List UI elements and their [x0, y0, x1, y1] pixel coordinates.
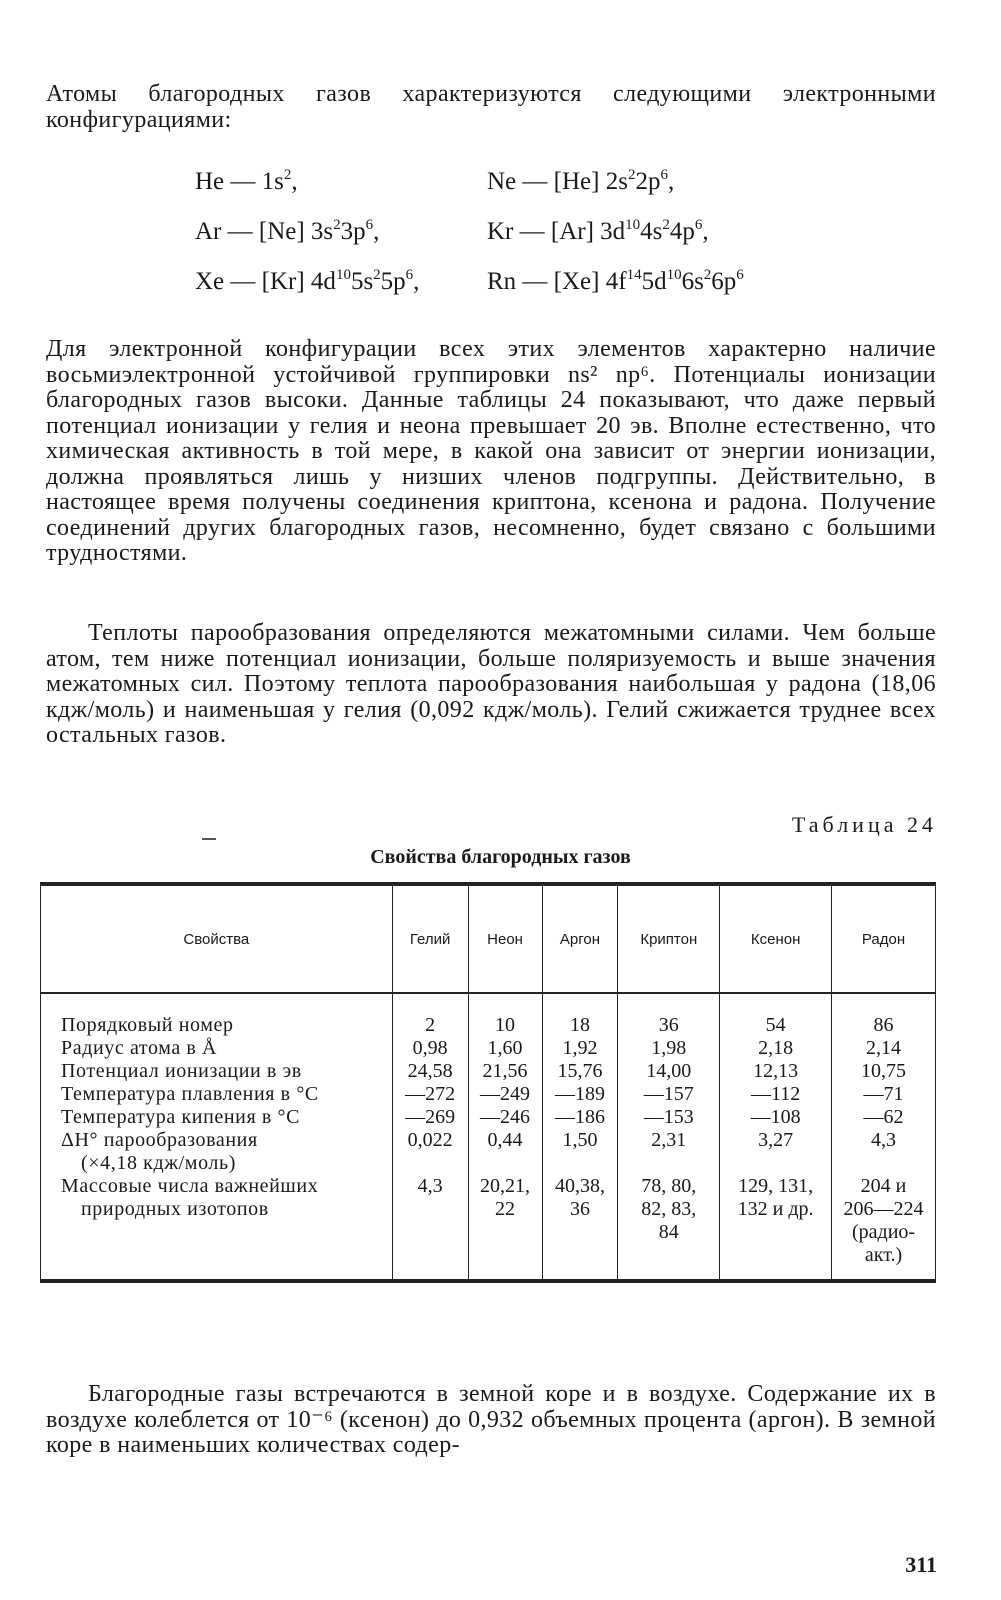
table-cell: —112 — [750, 1083, 801, 1105]
table-cell: 3,27 — [758, 1129, 794, 1151]
table-cell: —249 — [480, 1083, 531, 1105]
table-cell: 1,50 — [562, 1129, 598, 1151]
table-cell: 1,60 — [487, 1037, 523, 1059]
table-number: Таблица 24 — [791, 812, 937, 837]
table-cell: акт.) — [864, 1244, 903, 1266]
table-cell: —71 — [863, 1083, 904, 1105]
stray-dash — [202, 838, 216, 840]
row-label: Радиус атома в Å — [61, 1037, 218, 1059]
table-cell: 12,13 — [753, 1060, 799, 1082]
table-cell-spacer — [393, 1152, 468, 1175]
config-row — [195, 268, 895, 298]
neon-column — [468, 993, 542, 1281]
table-cell: 204 и — [860, 1175, 907, 1197]
header-radon: Радон — [832, 884, 936, 993]
table-cell: 0,44 — [487, 1129, 523, 1151]
header-xenon: Ксенон — [720, 884, 832, 993]
paragraph-ionization: Для электронной конфигурации всех этих элементов характерно наличие восьмиэлектронной устойчивой группировки ns² np⁶. Потенциалы ионизации благородных газов высоки. Данные таблицы 24 показывают, что даже первый потенциал ионизации у гелия и неона превышает 20 эв. Вполне естественно, что химическая активность в той мере, в какой она зависит от энергии ионизации, должна проявляться лишь у низших членов подгруппы. Действительно, в настоящее время получены соединения криптона, ксенона и радона. Получение соединений других благородных газов, несомненно, будет связано с большими трудностями. — [46, 336, 936, 566]
header-neon: Неон — [468, 884, 542, 993]
paragraph-occurrence: Благородные газы встречаются в земной коре и в воздухе. Содержание их в воздухе колеблется от 10⁻⁶ (ксенон) до 0,932 объемных процента (аргон). В земной коре в наименьших количествах содер- — [46, 1381, 936, 1458]
table-cell: 82, 83, — [641, 1198, 697, 1220]
row-label: (×4,18 кдж/моль) — [81, 1152, 236, 1174]
table-cell: 0,022 — [407, 1129, 453, 1151]
table-cell: 129, 131, — [738, 1175, 814, 1197]
table-cell: 14,00 — [646, 1060, 692, 1082]
row-label: природных изотопов — [81, 1198, 269, 1220]
table-cell: 36 — [658, 1014, 679, 1036]
table-cell: —157 — [643, 1083, 694, 1105]
table-cell: 21,56 — [482, 1060, 528, 1082]
table-cell: —186 — [554, 1106, 605, 1128]
table-cell: —272 — [405, 1083, 456, 1105]
table-cell-spacer — [618, 1152, 719, 1175]
row-label: Массовые числа важнейших — [61, 1175, 319, 1197]
config-ar: Ar — [Ne] $3s^23p^6$, — [195, 216, 380, 245]
table-title: Свойства благородных газов — [370, 846, 631, 868]
table-cell: 86 — [873, 1014, 894, 1036]
row-label: Температура кипения в °C — [61, 1106, 301, 1128]
table-cell: —108 — [750, 1106, 801, 1128]
table-cell: —246 — [480, 1106, 531, 1128]
row-label: Порядковый номер — [61, 1014, 234, 1036]
table-cell: 10 — [495, 1014, 516, 1036]
table-cell: 18 — [569, 1014, 590, 1036]
intro-paragraph: Атомы благородных газов характеризуются следующими электронными конфигурациями: — [46, 81, 936, 133]
table-cell-spacer — [393, 1198, 468, 1221]
table-cell-spacer — [832, 1152, 935, 1175]
config-kr: Kr — [Ar] $3d^{10}4s^24p^6$, — [487, 216, 709, 245]
table-cell: 2,14 — [866, 1037, 902, 1059]
krypton-column — [618, 993, 720, 1281]
table-cell: 36 — [569, 1198, 590, 1220]
row-label: ΔH° парообразования — [61, 1129, 258, 1151]
config-he: He — $1s^2$, — [195, 166, 298, 195]
labels-column — [41, 993, 393, 1281]
table-cell: 78, 80, — [641, 1175, 697, 1197]
table-body-row — [41, 993, 936, 1281]
table-header-row — [41, 884, 936, 993]
config-row — [195, 218, 895, 248]
xenon-column — [720, 993, 832, 1281]
header-properties: Свойства — [41, 884, 393, 993]
config-xe: Xe — [Kr] $4d^{10}5s^25p^6$, — [195, 266, 420, 295]
table-cell: 132 и др. — [737, 1198, 814, 1220]
table-cell: 4,3 — [871, 1129, 897, 1151]
table-cell: 15,76 — [557, 1060, 603, 1082]
table-cell: 0,98 — [412, 1037, 448, 1059]
config-row — [195, 168, 895, 198]
table-cell: —269 — [405, 1106, 456, 1128]
properties-table — [40, 882, 936, 1283]
radon-column — [832, 993, 936, 1281]
table-cell: 2,31 — [651, 1129, 687, 1151]
table-cell-spacer — [469, 1152, 542, 1175]
table-cell: 2 — [425, 1014, 436, 1036]
row-label: Температура плавления в °C — [61, 1083, 319, 1105]
table-cell: 10,75 — [861, 1060, 907, 1082]
header-argon: Аргон — [542, 884, 618, 993]
table-cell: (радио- — [851, 1221, 916, 1243]
table-cell: —189 — [554, 1083, 605, 1105]
table-cell: 54 — [765, 1014, 786, 1036]
config-rn: Rn — [Xe] $4f^{14}5d^{10}6s^26p^6$ — [487, 266, 744, 295]
table-cell: 1,92 — [562, 1037, 598, 1059]
table-cell: 20,21, — [480, 1175, 531, 1197]
table-cell: 2,18 — [758, 1037, 794, 1059]
table-cell-spacer — [720, 1152, 831, 1175]
config-ne: Ne — [He] $2s^22p^6$, — [487, 166, 675, 195]
helium-column — [392, 993, 468, 1281]
table-cell: 4,3 — [417, 1175, 443, 1197]
table-cell: 206—224 — [843, 1198, 924, 1220]
table-cell: 84 — [658, 1221, 679, 1243]
table-cell: 40,38, — [554, 1175, 605, 1197]
header-krypton: Криптон — [618, 884, 720, 993]
table-cell: —62 — [863, 1106, 904, 1128]
header-helium: Гелий — [392, 884, 468, 993]
paragraph-vaporization: Теплоты парообразования определяются межатомными силами. Чем больше атом, тем ниже потенциал ионизации, больше поляризуемость и выше значения межатомных сил. Поэтому теплота парообразования наибольшая у радона (18,06 кдж/моль) и наименьшая у гелия (0,092 кдж/моль). Гелий сжижается труднее всех остальных газов. — [46, 620, 936, 748]
argon-column — [542, 993, 618, 1281]
table-cell: 24,58 — [407, 1060, 453, 1082]
page-number: 311 — [905, 1552, 937, 1577]
table-cell: 1,98 — [651, 1037, 687, 1059]
table-cell-spacer — [543, 1152, 618, 1175]
table-cell: —153 — [643, 1106, 694, 1128]
table-cell: 22 — [495, 1198, 516, 1220]
row-label: Потенциал ионизации в эв — [61, 1060, 302, 1082]
